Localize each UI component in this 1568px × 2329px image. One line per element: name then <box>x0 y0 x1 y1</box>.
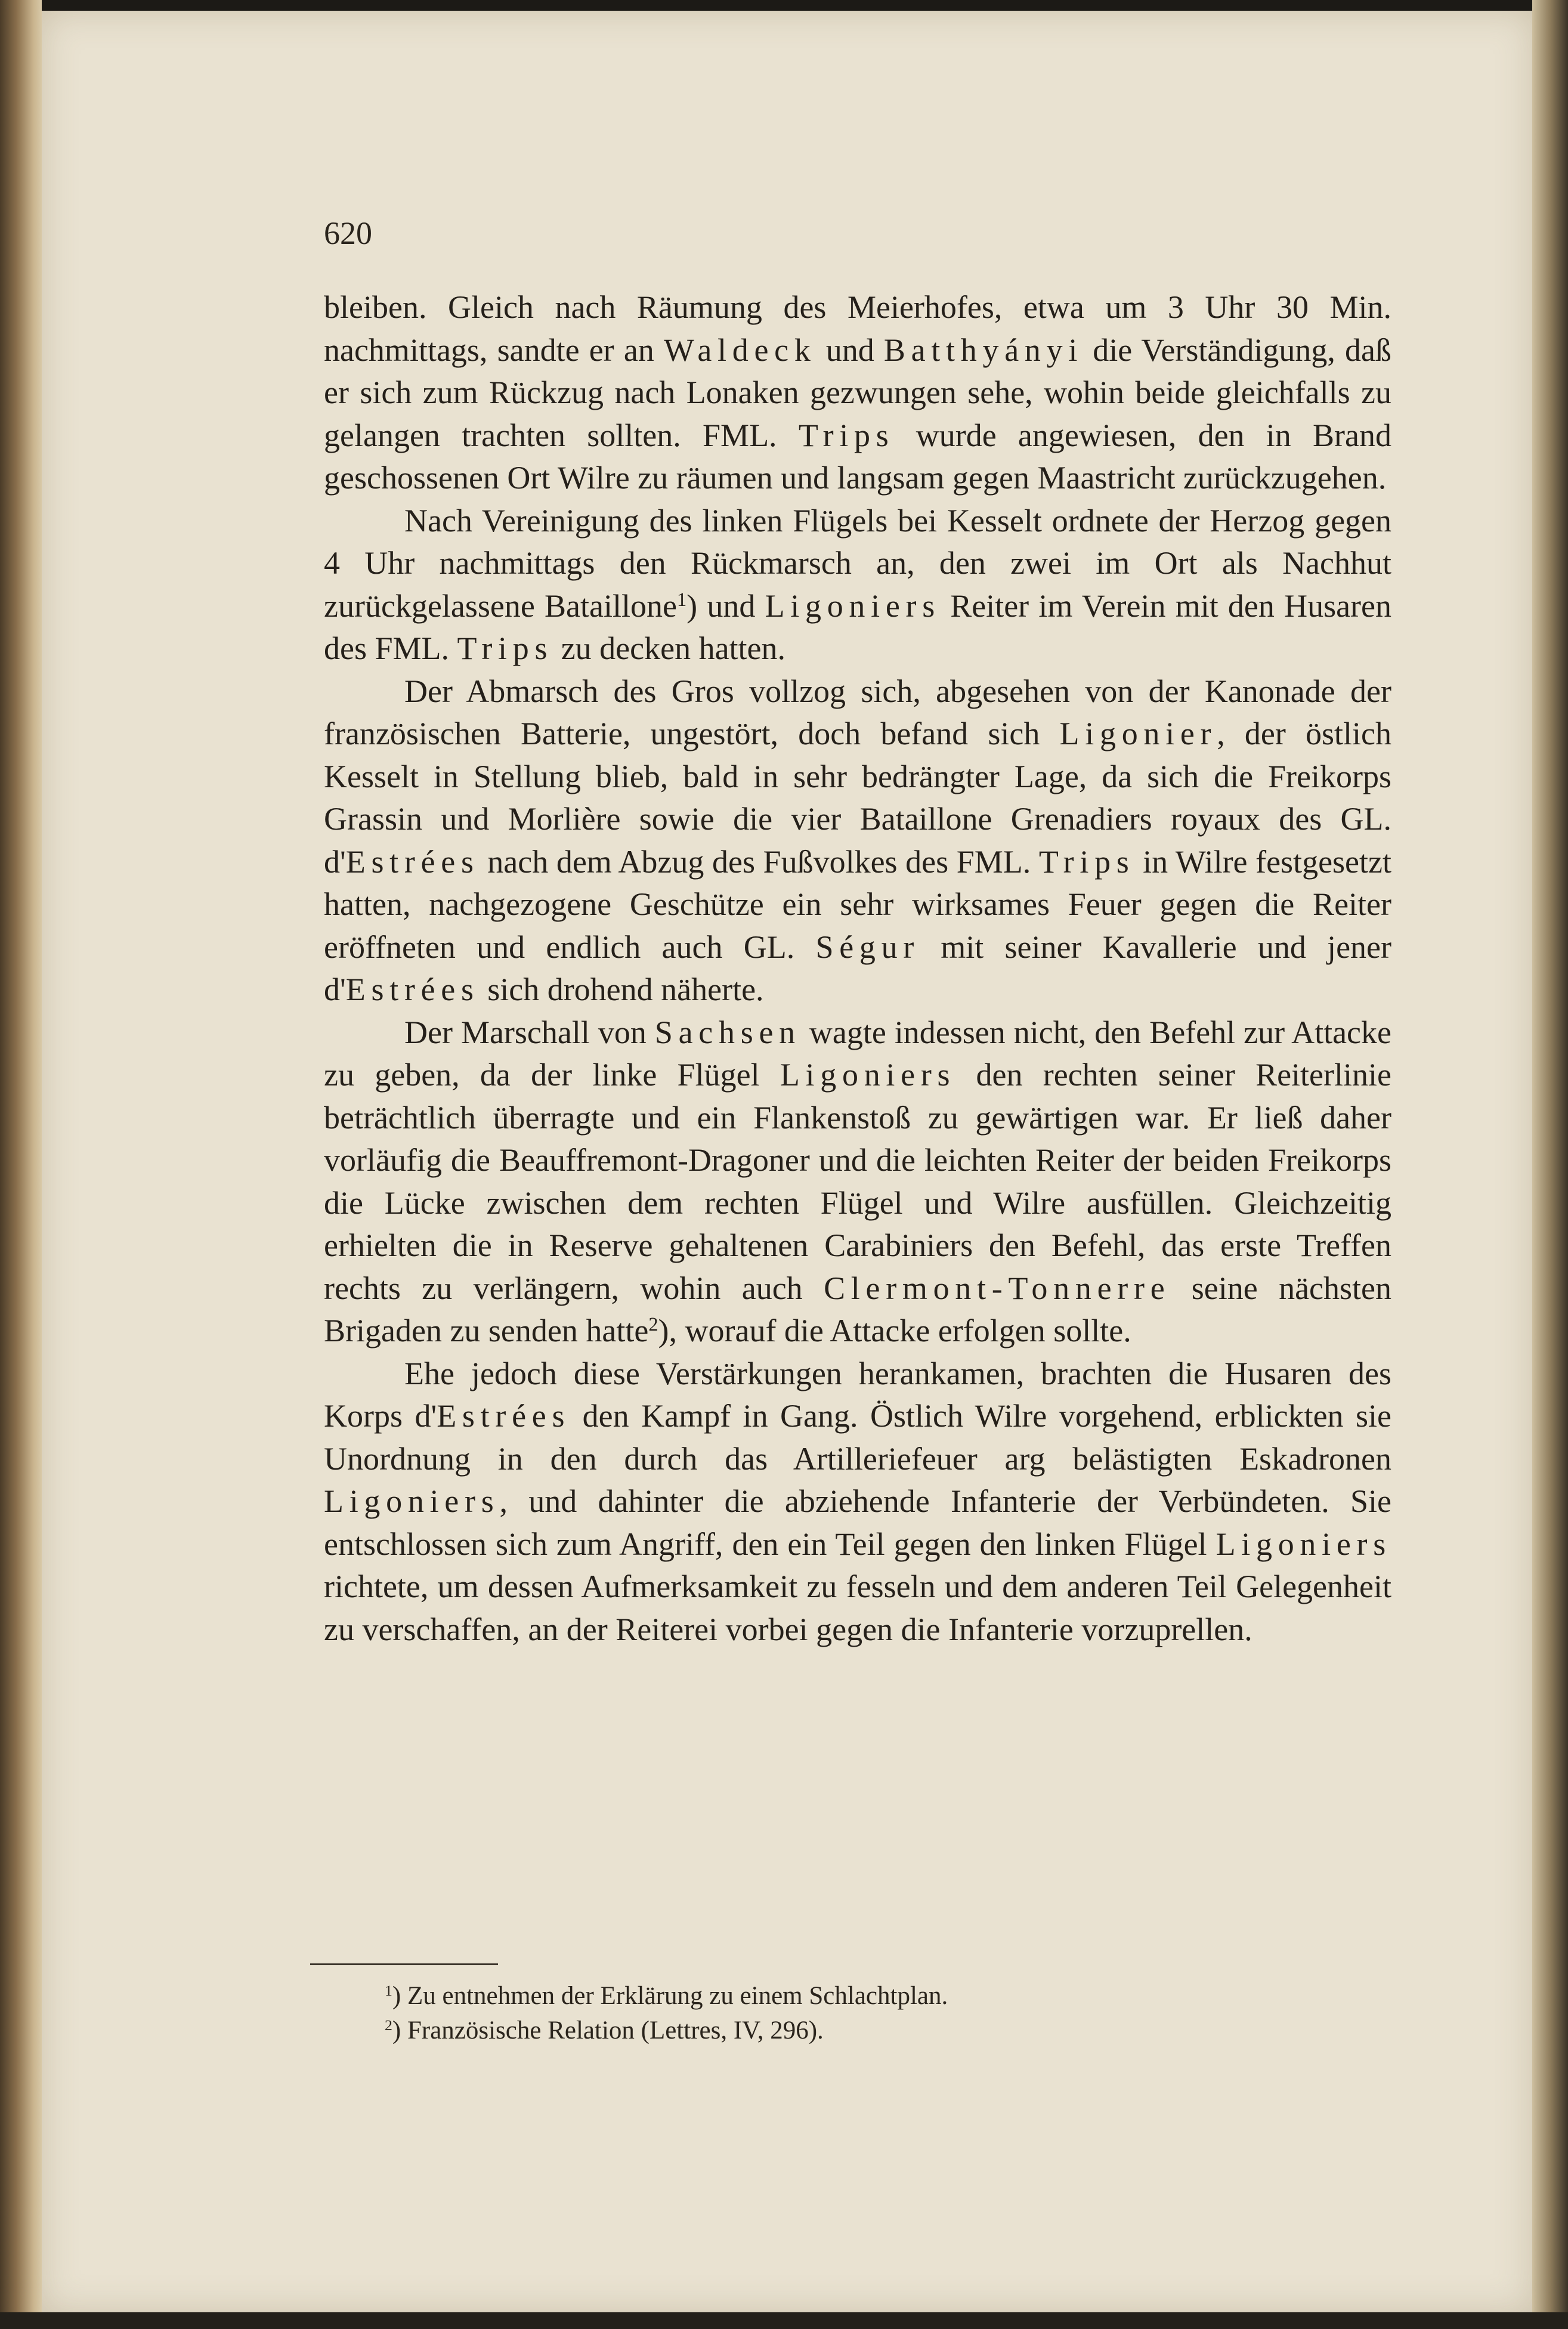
spaced-name: Ligonier <box>1059 716 1217 751</box>
text-run: Der Marschall von <box>404 1014 655 1050</box>
spaced-name: Batthyányi <box>883 332 1084 368</box>
paragraph <box>324 1353 1391 1651</box>
spaced-name: Ségur <box>815 929 920 965</box>
footnote-divider <box>310 1963 498 1965</box>
spaced-name: Waldeck <box>663 332 817 368</box>
scan-right-edge <box>1532 0 1568 2329</box>
spaced-name: Estrées <box>345 972 480 1007</box>
text-run: , der östlich Kesselt in Stellung blieb, bald in sehr bedrängter Lage, da sich die Freikorps Grassin und Morlière sowie die vier Bataillone Grenadiers royaux des GL. d' <box>324 716 1391 880</box>
footnote <box>385 2013 1339 2048</box>
text-run: Ehe jedoch diese Verstärkungen herankamen, brachten die Husaren des Korps d' <box>324 1355 1391 1434</box>
spaced-name: Ligoniers <box>765 587 941 624</box>
footnote-ref: 1 <box>676 589 687 611</box>
footnotes <box>385 1979 1339 2048</box>
text-run: ), worauf die Attacke erfolgen sollte. <box>658 1313 1131 1348</box>
text-run: den Kampf in Gang. Östlich Wilre vorgehend, erblickten sie Unordnung in den durch das Artilleriefeuer arg belästigten Eskadronen <box>324 1398 1392 1477</box>
text-run: mit seiner Kavallerie und jener d' <box>324 929 1391 1007</box>
text-run: den rechten seiner Reiterlinie beträchtlich überragte und ein Flankenstoß zu gewärtigen war. Er ließ daher vorläufig die Beauffremont-Dragoner und die leichten Reiter der beiden Freikorps die Lücke zwischen dem rechten Flügel und Wilre ausfüllen. Gleichzeitig erhielten die in Reserve gehaltenen Carabiniers den Befehl, das erste Treffen rechts zu verlängern, wohin auch <box>324 1057 1391 1306</box>
text-run: und <box>816 332 884 368</box>
text-run: in Wilre festgesetzt hatten, nachgezogene Geschütze ein sehr wirksames Feuer gegen die Reiter eröffneten und endlich auch GL. <box>324 843 1392 965</box>
text-run: richtete, um dessen Aufmerksamkeit zu fesseln und dem anderen Teil Gelegenheit zu verschaffen, an der Reiterei vorbei gegen die Infanterie vorzuprellen. <box>324 1569 1391 1647</box>
text-run: Der Abmarsch des Gros vollzog sich, abgesehen von der Kanonade der französischen Batterie, ungestört, doch befand sich <box>324 673 1391 751</box>
footnote-text: ) Zu entnehmen der Erklärung zu einem Schlachtplan. <box>392 1982 948 2010</box>
spaced-name: Trips <box>1038 843 1135 880</box>
footnote <box>385 1979 1339 2013</box>
book-spine-edge <box>0 0 42 2329</box>
paragraph <box>324 500 1391 670</box>
page-number: 620 <box>324 215 372 251</box>
footnote-mark: 1 <box>385 1981 392 1999</box>
text-run: ) und <box>686 587 765 624</box>
text-run: seine nächsten Brigaden zu senden hatte <box>324 1270 1392 1348</box>
footnote-ref: 2 <box>648 1314 658 1336</box>
main-text <box>324 286 1391 1651</box>
spaced-name: Estrées <box>437 1398 571 1434</box>
text-run: nach dem Abzug des Fußvolkes des FML. <box>479 843 1039 880</box>
paragraph <box>324 670 1391 1012</box>
text-run: wagte indessen nicht, den Befehl zur Attacke zu geben, da der linke Flügel <box>324 1014 1391 1093</box>
scan-top-edge <box>0 0 1568 11</box>
scan-bottom-edge <box>0 2312 1568 2329</box>
paragraph <box>324 286 1391 500</box>
spaced-name: Trips <box>798 417 895 453</box>
paragraph <box>324 1012 1391 1353</box>
spaced-name: Estrées <box>345 843 480 880</box>
text-run: zu decken hatten. <box>553 630 786 666</box>
spaced-name: Ligoniers <box>1216 1526 1391 1562</box>
footnote-text: ) Französische Relation (Lettres, IV, 296). <box>392 2016 824 2045</box>
spaced-name: Clermont-Tonnerre <box>824 1270 1171 1306</box>
text-run: die Verständigung, daß er sich zum Rückzug nach Lonaken gezwungen sehe, wohin beide gleichfalls zu gelangen trachten sollten. FML. <box>324 332 1391 453</box>
text-run: Reiter im Verein mit den Husaren des FML. <box>324 587 1392 666</box>
spaced-name: Trips <box>457 630 553 666</box>
text-run: bleiben. Gleich nach Räumung des Meierhofes, etwa um 3 Uhr 30 Min. nachmittags, sandte er an <box>324 289 1391 368</box>
spaced-name: Sachsen <box>654 1014 801 1050</box>
spaced-name: Ligoniers <box>780 1057 956 1093</box>
text-run: sich drohend näherte. <box>479 972 764 1007</box>
footnote-mark: 2 <box>385 2016 392 2034</box>
spaced-name: Ligoniers <box>324 1483 500 1519</box>
text-run: , und dahinter die abziehende Infanterie der Verbündeten. Sie entschlossen sich zum Angriff, den ein Teil gegen den linken Flügel <box>324 1483 1391 1562</box>
text-run: wurde angewiesen, den in Brand geschossenen Ort Wilre zu räumen und langsam gegen Maastricht zurückzugehen. <box>324 417 1391 496</box>
text-run: Nach Vereinigung des linken Flügels bei Kesselt ordnete der Herzog gegen 4 Uhr nachmittags den Rückmarsch an, den zwei im Ort als Nachhut zurückgelassene Bataillone <box>324 502 1391 624</box>
